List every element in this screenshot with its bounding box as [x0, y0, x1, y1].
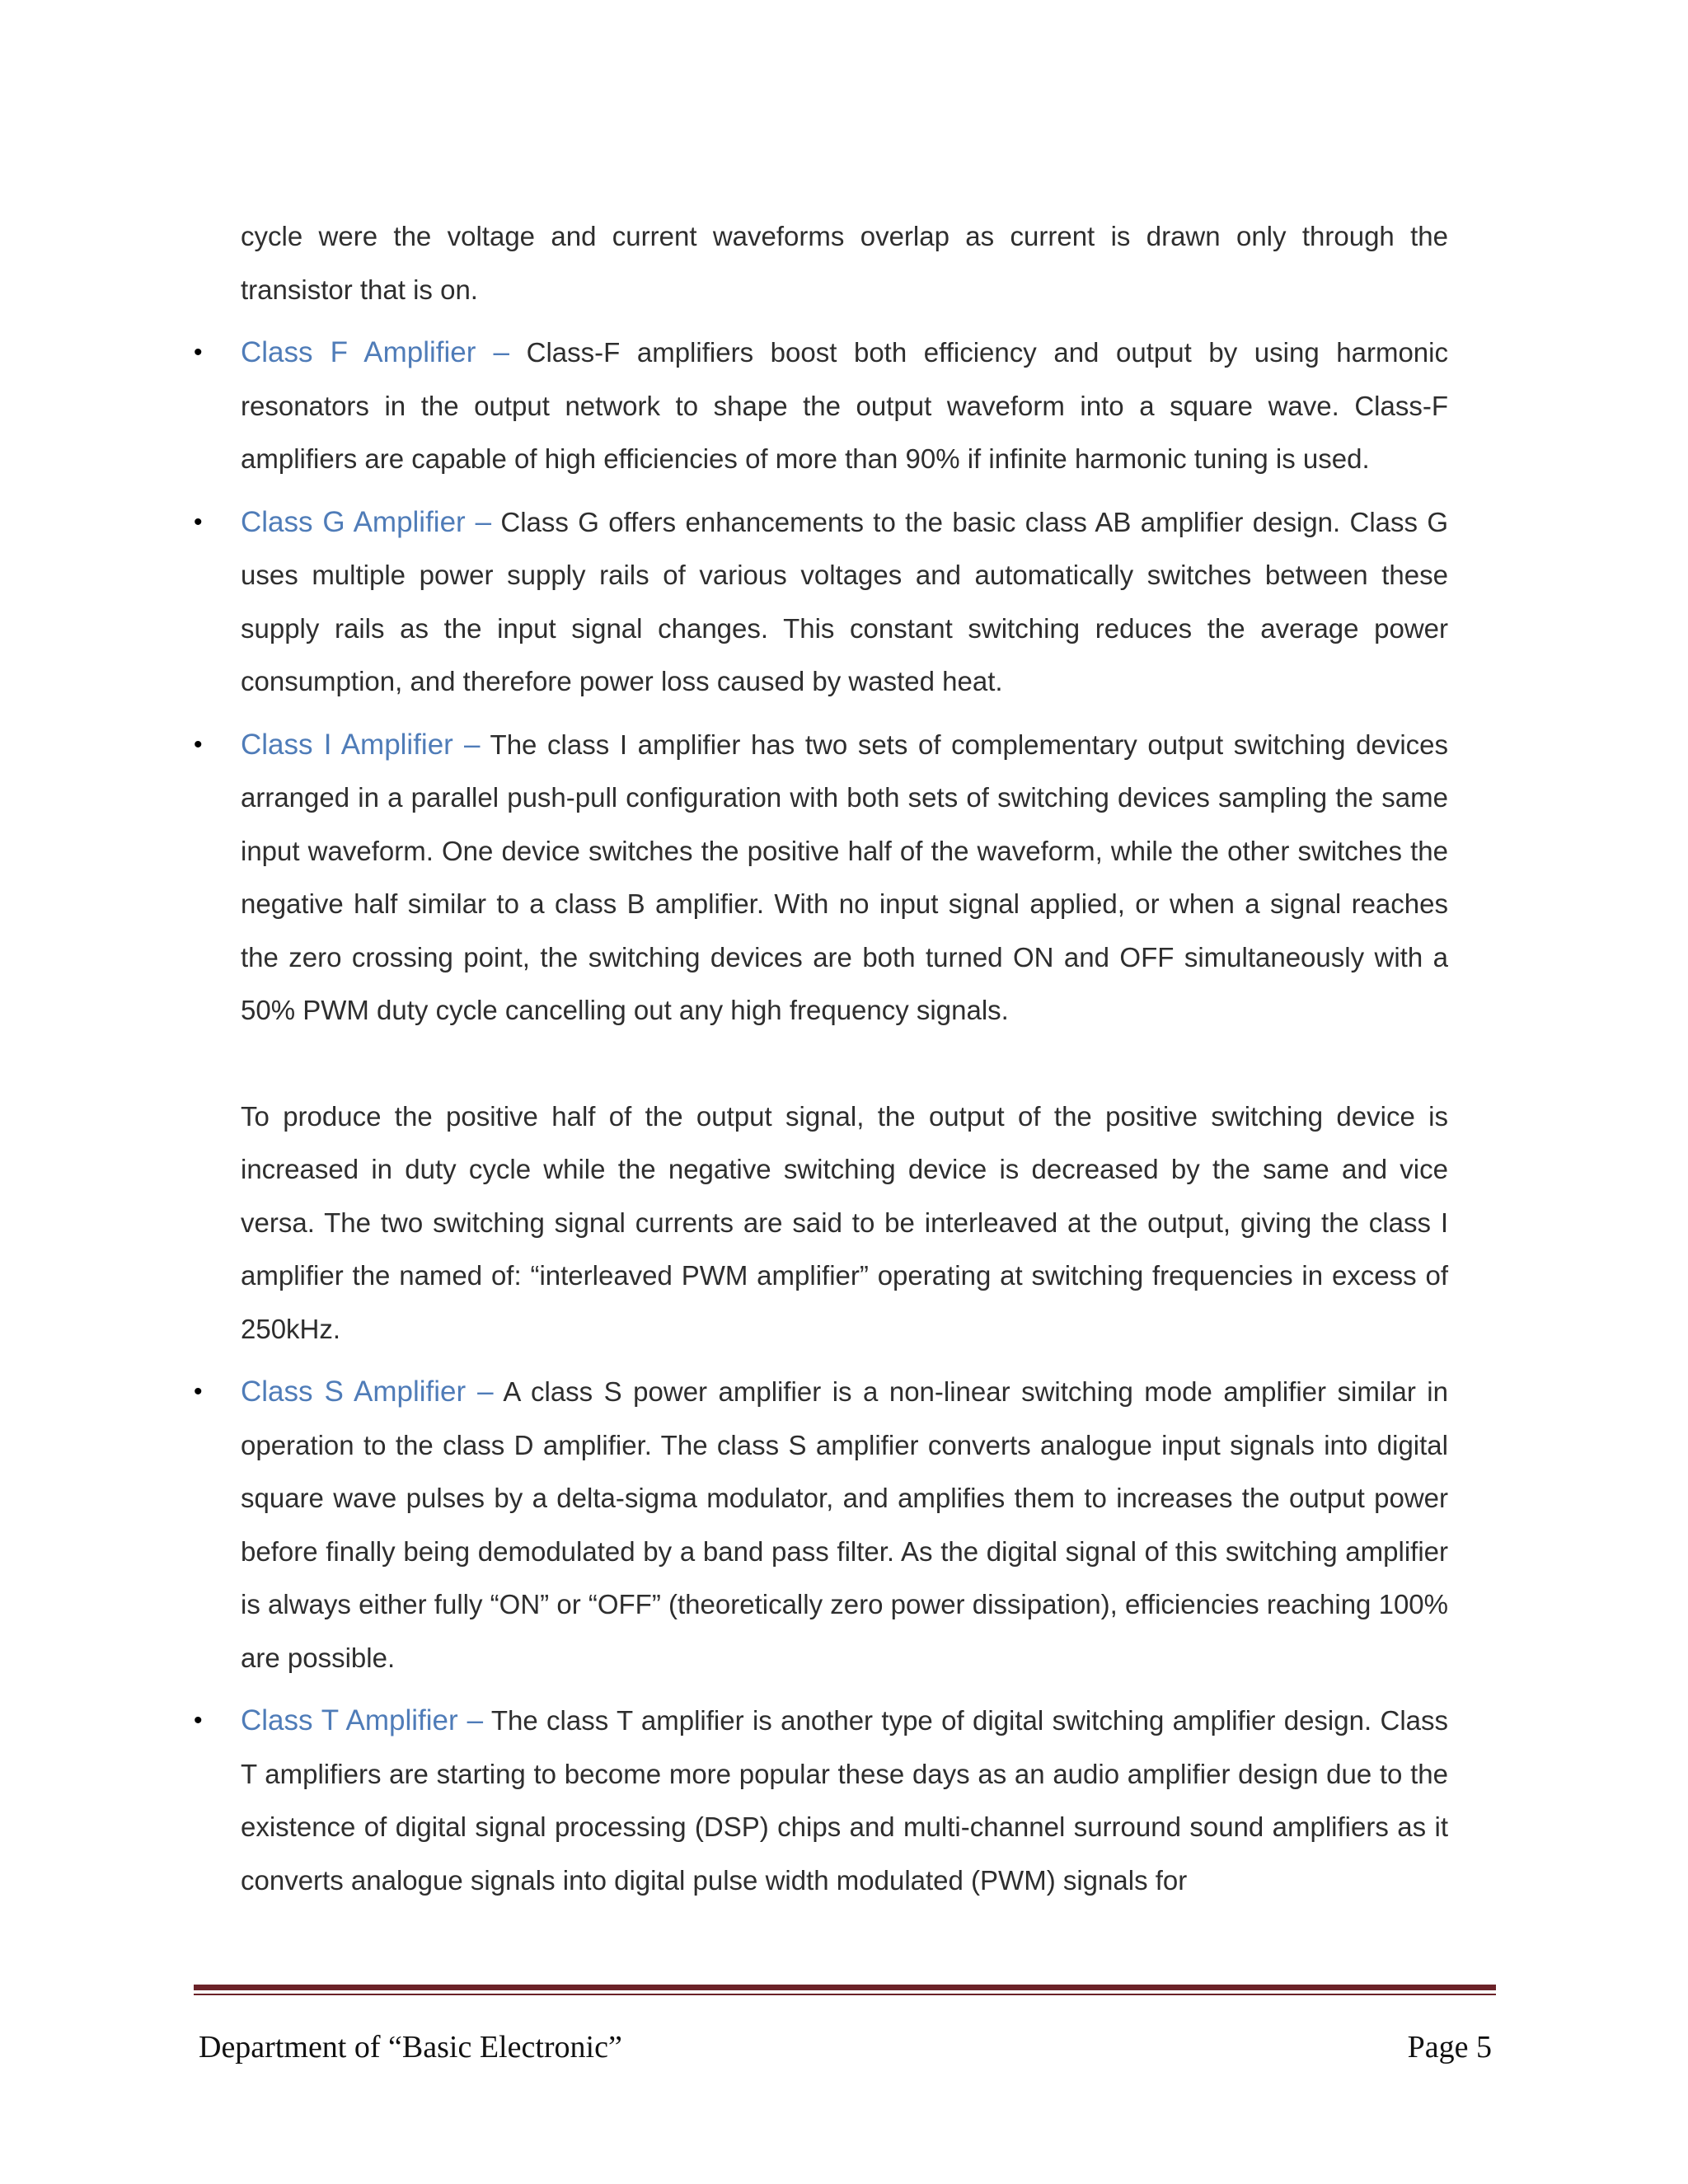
bullet-icon: •	[194, 730, 203, 758]
item-text: The class I amplifier has two sets of complementary output switching devices arranged in a parallel push-pull configuration with both sets of switching devices sampling the same input waveform. One device switches the positive half of the waveform, while the other switches the negative half similar to a class B amplifier. With no input signal applied, or when a signal reaches the zero crossing point, the switching devices are both turned ON and OFF simultaneously with a 50% PWM duty cycle cancelling out any high frequency signals.	[241, 729, 1449, 1025]
bullet-icon: •	[194, 508, 203, 536]
paragraph-gap	[241, 1038, 1448, 1090]
list-item-paragraph	[241, 496, 1448, 709]
list-item-paragraph	[241, 326, 1448, 486]
footer-department: Department of “Basic Electronic”	[199, 2030, 622, 2064]
list-item-class-g	[194, 496, 1448, 709]
item-text: A class S power amplifier is a non-linear switching mode amplifier similar in operation to the class D amplifier. The class S amplifier converts analogue input signals into digital square wave pulses by a delta-sigma modulator, and amplifies them to increases the output power before finally being demodulated by a band pass filter. As the digital signal of this switching amplifier is always either fully “ON” or “OFF” (theoretically zero power dissipation), efficiencies reaching 100% are possible.	[241, 1376, 1448, 1673]
continuation-paragraph: cycle were the voltage and current waveforms overlap as current is drawn only through the transistor that is on.	[241, 221, 1448, 305]
item-text: Class-F amplifiers boost both efficiency and output by using harmonic resonators in the output network to shape the output waveform into a square wave. Class-F amplifiers are capable of high efficiencies of more than 90% if infinite harmonic tuning is used.	[241, 337, 1448, 474]
list-item-class-i	[194, 719, 1449, 1357]
item-title: Class I Amplifier –	[241, 728, 481, 761]
bullet-icon: •	[194, 339, 203, 366]
bullet-icon: •	[194, 1707, 203, 1734]
item-title: Class G Amplifier –	[241, 505, 492, 538]
item-text: The class T amplifier is another type of digital switching amplifier design. Class T amplifiers are starting to become more popular these days as an audio amplifier design due to the existence of digital signal processing (DSP) chips and multi-channel surround sound amplifiers as it converts analogue signals into digital pulse width modulated (PWM) signals for	[241, 1705, 1448, 1896]
list-item-paragraph	[241, 719, 1448, 1038]
bullet-icon: •	[194, 1378, 203, 1405]
list-item-class-f	[194, 326, 1448, 486]
item-text: Class G offers enhancements to the basic class AB amplifier design. Class G uses multiple power supply rails of various voltages and automatically switches between these supply rails as the input signal changes. This constant switching reduces the average power consumption, and therefore power loss caused by wasted heat.	[241, 506, 1448, 696]
list-item-paragraph	[241, 1694, 1448, 1907]
footer-divider-thin	[194, 1994, 1496, 1995]
item-title: Class T Amplifier –	[241, 1704, 484, 1736]
list-item-class-s	[194, 1366, 1448, 1685]
item-title: Class F Amplifier –	[241, 336, 510, 368]
footer-divider-thick	[194, 1985, 1496, 1990]
list-item-class-t	[194, 1694, 1448, 1907]
item-title: Class S Amplifier –	[241, 1376, 494, 1408]
amplifier-class-list	[194, 326, 1449, 1907]
list-item-extra-paragraph: To produce the positive half of the output signal, the output of the positive switching device is increased in duty cycle while the negative switching device is decreased by the same and vice versa. The two switching signal currents are said to be interleaved at the output, giving the class I amplifier the named of: “interleaved PWM amplifier” operating at switching frequencies in excess of 250kHz.	[241, 1100, 1448, 1344]
list-item-paragraph	[241, 1366, 1448, 1685]
page-body	[194, 210, 1449, 1917]
footer-page-number: Page 5	[1407, 2030, 1492, 2064]
